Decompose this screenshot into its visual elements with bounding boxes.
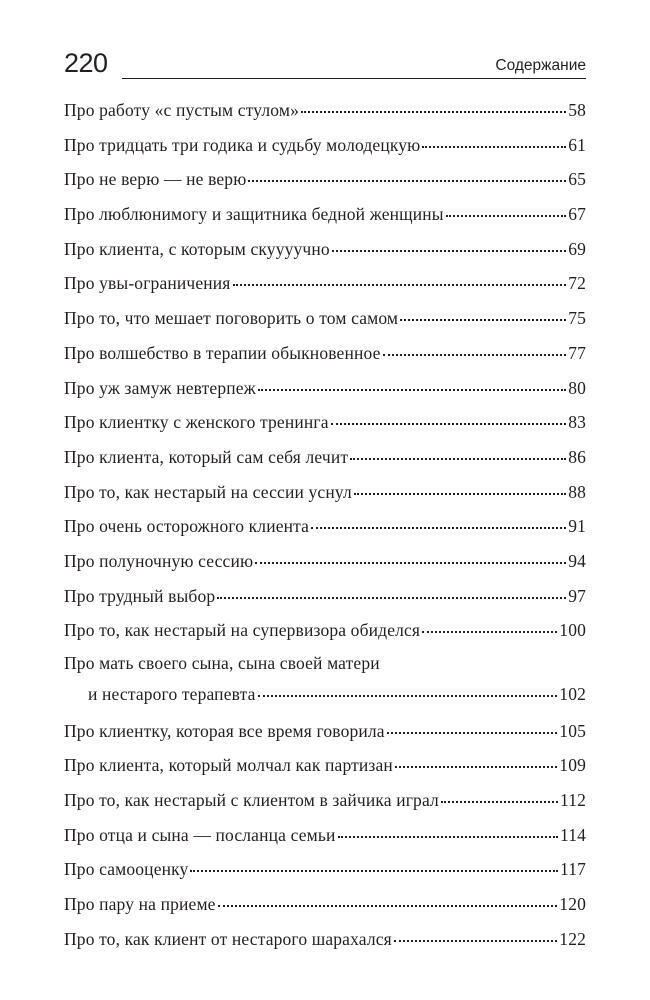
dot-leader xyxy=(332,249,566,252)
toc-entry xyxy=(64,130,586,165)
toc-entry-page: 69 xyxy=(568,238,586,259)
toc-entry xyxy=(64,407,586,442)
dot-leader xyxy=(394,939,557,942)
toc-entry-page: 65 xyxy=(568,169,586,190)
toc-entry-title: Про волшебство в терапии обыкновенное xyxy=(64,342,381,363)
toc-entry-page: 105 xyxy=(559,720,586,741)
toc-entry xyxy=(64,511,586,546)
toc-entry-page: 120 xyxy=(559,893,586,914)
toc-entry-page: 58 xyxy=(568,100,586,120)
dot-leader xyxy=(301,110,566,113)
toc-entry-title: Про клиентку, которая все время говорила xyxy=(64,720,385,741)
toc-entry xyxy=(64,95,586,130)
toc-entry-title: Про самооценку xyxy=(64,859,189,880)
toc-entry-title: Про то, как нестарый на сессии уснул xyxy=(64,481,352,502)
dot-leader xyxy=(218,904,558,907)
page-header xyxy=(64,44,586,84)
toc-entry xyxy=(64,924,586,959)
dot-leader xyxy=(400,318,566,321)
toc-entry-title: Про отца и сына — посланца семьи xyxy=(64,824,336,845)
toc-entry-title: Про тридцать три годика и судьбу молодецкую xyxy=(64,134,421,155)
dot-leader xyxy=(331,422,567,425)
toc-entry xyxy=(64,268,586,303)
dot-leader xyxy=(258,388,566,391)
toc-entry-title: Про то, как нестарый с клиентом в зайчика играл xyxy=(64,789,439,810)
dot-leader xyxy=(255,561,566,564)
toc-entry-title: Про очень осторожного клиента xyxy=(64,516,310,537)
toc-entry-title-line-2: и нестарого терапевта xyxy=(88,684,256,704)
dot-leader xyxy=(446,214,566,217)
dot-leader xyxy=(311,526,566,529)
toc-entry-page: 77 xyxy=(568,342,586,363)
toc-entry-page: 86 xyxy=(568,446,586,467)
toc-entry-title: Про пару на приеме xyxy=(64,893,216,914)
toc-entry-page: 117 xyxy=(559,859,586,880)
page-number: 220 xyxy=(64,48,108,78)
dot-leader xyxy=(350,457,566,460)
toc-entry xyxy=(64,338,586,373)
toc-entry xyxy=(64,546,586,581)
toc-entry-title: Про трудный выбор xyxy=(64,585,216,606)
toc-entry-page: 91 xyxy=(568,516,586,537)
toc-entry-page: 75 xyxy=(568,308,586,329)
dot-leader xyxy=(422,630,557,633)
toc-entry-title: Про клиента, который молчал как партизан xyxy=(64,755,393,776)
toc-entry-title: Про клиентку с женского тренинга xyxy=(64,412,329,433)
toc-entry xyxy=(64,716,586,751)
dot-leader xyxy=(338,835,558,838)
toc-entry-page: 94 xyxy=(568,550,586,571)
toc-entry-title: Про увы-ограничения xyxy=(64,273,231,294)
toc-entry-page: 100 xyxy=(559,620,586,641)
toc-entry-title: Про уж замуж невтерпеж xyxy=(64,377,256,398)
toc-entry-two-line xyxy=(64,650,586,716)
toc-entry-title: Про то, как клиент от нестарого шарахался xyxy=(64,928,392,949)
toc-entry-page: 102 xyxy=(559,684,586,704)
toc-entry-title: Про то, как нестарый на супервизора обиделся xyxy=(64,620,421,641)
dot-leader xyxy=(387,731,558,734)
dot-leader xyxy=(422,145,566,148)
toc-entry-title: Про работу «с пустым стулом» xyxy=(64,100,299,120)
toc-entry xyxy=(64,373,586,408)
toc-entry-title: Про полуночную сессию xyxy=(64,550,254,571)
toc-entry-title: Про клиента, с которым скуууучно xyxy=(64,238,330,259)
toc-entry xyxy=(64,303,586,338)
toc-entry-title-line-1: Про мать своего сына, сына своей матери xyxy=(64,653,380,673)
toc-entry-page: 122 xyxy=(559,928,586,949)
toc-entry xyxy=(64,615,586,650)
toc-entry-page: 114 xyxy=(559,824,586,845)
table-of-contents xyxy=(64,95,586,958)
dot-leader xyxy=(441,800,558,803)
toc-entry-page: 72 xyxy=(568,273,586,294)
dot-leader xyxy=(383,353,567,356)
toc-entry-page: 109 xyxy=(559,755,586,776)
toc-entry-page: 112 xyxy=(559,789,586,810)
running-head: Содержание xyxy=(495,57,586,74)
dot-leader xyxy=(248,179,566,182)
toc-entry xyxy=(64,164,586,199)
dot-leader xyxy=(217,596,566,599)
toc-entry xyxy=(64,785,586,820)
toc-entry-page: 61 xyxy=(568,134,586,155)
toc-entry-title: Про клиента, который сам себя лечит xyxy=(64,446,349,467)
toc-entry xyxy=(64,581,586,616)
dot-leader xyxy=(233,283,567,286)
toc-entry xyxy=(64,477,586,512)
toc-entry-title: Про то, что мешает поговорить о том самом xyxy=(64,308,399,329)
dot-leader xyxy=(258,694,558,697)
toc-entry-page: 80 xyxy=(568,377,586,398)
toc-entry-page: 97 xyxy=(568,585,586,606)
toc-entry-title: Про люблюнимогу и защитника бедной женщины xyxy=(64,204,444,225)
toc-entry xyxy=(64,442,586,477)
toc-entry-title: Про не верю — не верю xyxy=(64,169,247,190)
toc-entry-page: 67 xyxy=(568,204,586,225)
dot-leader xyxy=(395,765,557,768)
toc-entry xyxy=(64,750,586,785)
toc-entry xyxy=(64,199,586,234)
toc-entry xyxy=(64,889,586,924)
header-rule xyxy=(122,78,586,79)
toc-entry xyxy=(64,854,586,889)
toc-entry-page: 83 xyxy=(568,412,586,433)
toc-entry xyxy=(64,234,586,269)
toc-entry-page: 88 xyxy=(568,481,586,502)
dot-leader xyxy=(190,869,557,872)
dot-leader xyxy=(354,492,566,495)
toc-entry xyxy=(64,820,586,855)
